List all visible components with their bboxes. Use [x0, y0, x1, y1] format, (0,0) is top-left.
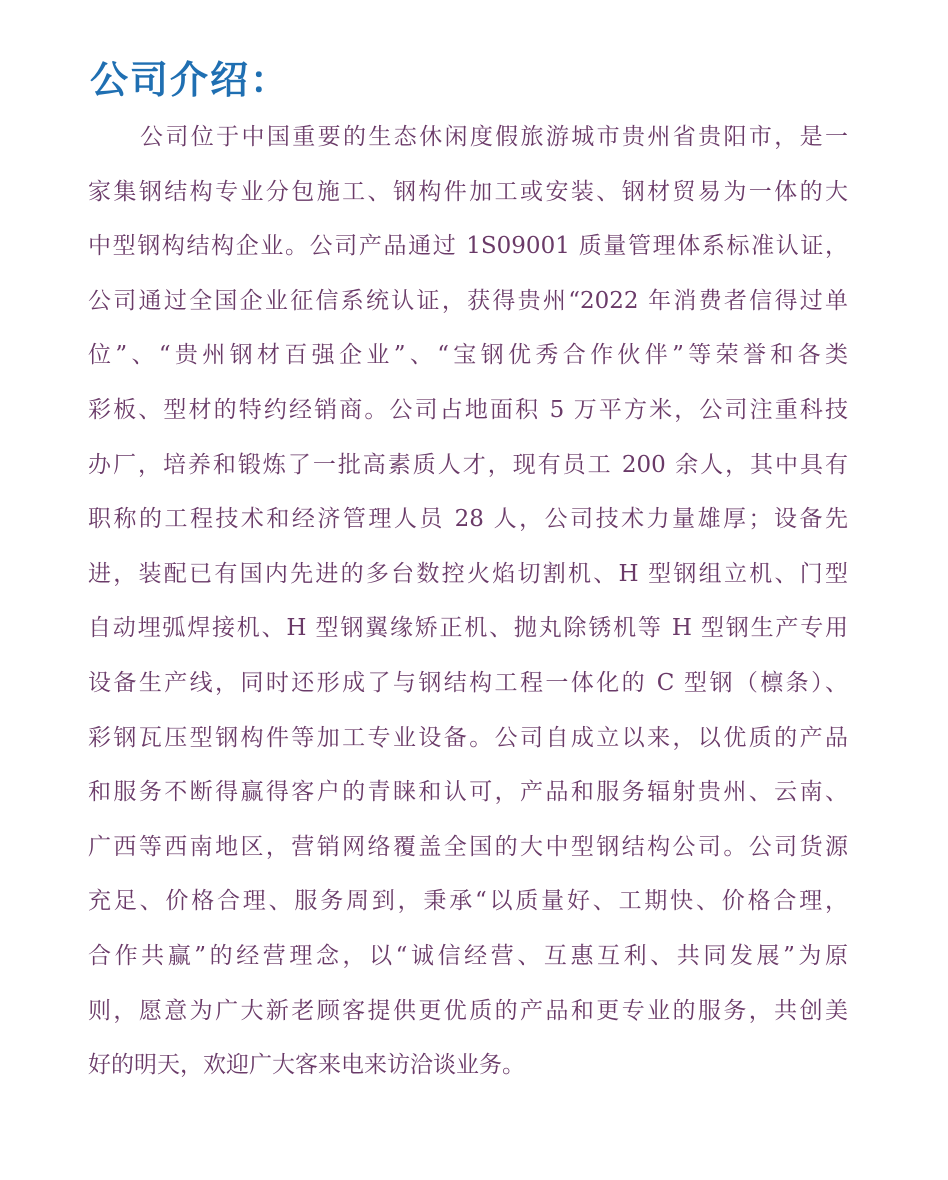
paragraph-line: 办厂，培养和锻炼了一批高素质人才，现有员工 200 余人，其中具有 [88, 451, 848, 478]
paragraph-line: 公司通过全国企业征信系统认证，获得贵州“2022 年消费者信得过单 [88, 287, 848, 314]
paragraph-line: 职称的工程技术和经济管理人员 28 人，公司技术力量雄厚；设备先 [88, 506, 848, 533]
page-title: 公司介绍： [90, 58, 291, 102]
paragraph-line: 彩板、型材的特约经销商。公司占地面积 5 万平方米，公司注重科技 [88, 396, 848, 423]
paragraph-line: 家集钢结构专业分包施工、钢构件加工或安装、钢材贸易为一体的大 [88, 178, 848, 205]
company-intro-paragraph [88, 110, 848, 1093]
paragraph-line: 公司位于中国重要的生态休闲度假旅游城市贵州省贵阳市，是一 [140, 124, 848, 150]
paragraph-line: 好的明天，欢迎广大客来电来访洽谈业务。 [88, 1052, 525, 1079]
paragraph-line: 则，愿意为广大新老顾客提供更优质的产品和更专业的服务，共创美 [88, 997, 848, 1024]
paragraph-line: 自动埋弧焊接机、H 型钢翼缘矫正机、抛丸除锈机等 H 型钢生产专用 [88, 615, 848, 642]
paragraph-line: 充足、价格合理、服务周到，秉承“以质量好、工期快、价格合理， [88, 888, 848, 915]
paragraph-line: 合作共赢”的经营理念，以“诚信经营、互惠互利、共同发展”为原 [88, 942, 848, 969]
paragraph-line: 彩钢瓦压型钢构件等加工专业设备。公司自成立以来，以优质的产品 [88, 724, 848, 751]
paragraph-line: 位”、“贵州钢材百强企业”、“宝钢优秀合作伙伴”等荣誉和各类 [88, 342, 848, 369]
paragraph-line: 进，装配已有国内先进的多台数控火焰切割机、H 型钢组立机、门型 [88, 560, 848, 587]
paragraph-line: 广西等西南地区，营销网络覆盖全国的大中型钢结构公司。公司货源 [88, 833, 848, 860]
paragraph-line: 中型钢构结构企业。公司产品通过 1S09001 质量管理体系标准认证， [88, 233, 848, 260]
paragraph-line: 和服务不断得赢得客户的青睐和认可，产品和服务辐射贵州、云南、 [88, 779, 848, 806]
paragraph-line: 设备生产线，同时还形成了与钢结构工程一体化的 C 型钢（檩条）、 [88, 669, 848, 696]
